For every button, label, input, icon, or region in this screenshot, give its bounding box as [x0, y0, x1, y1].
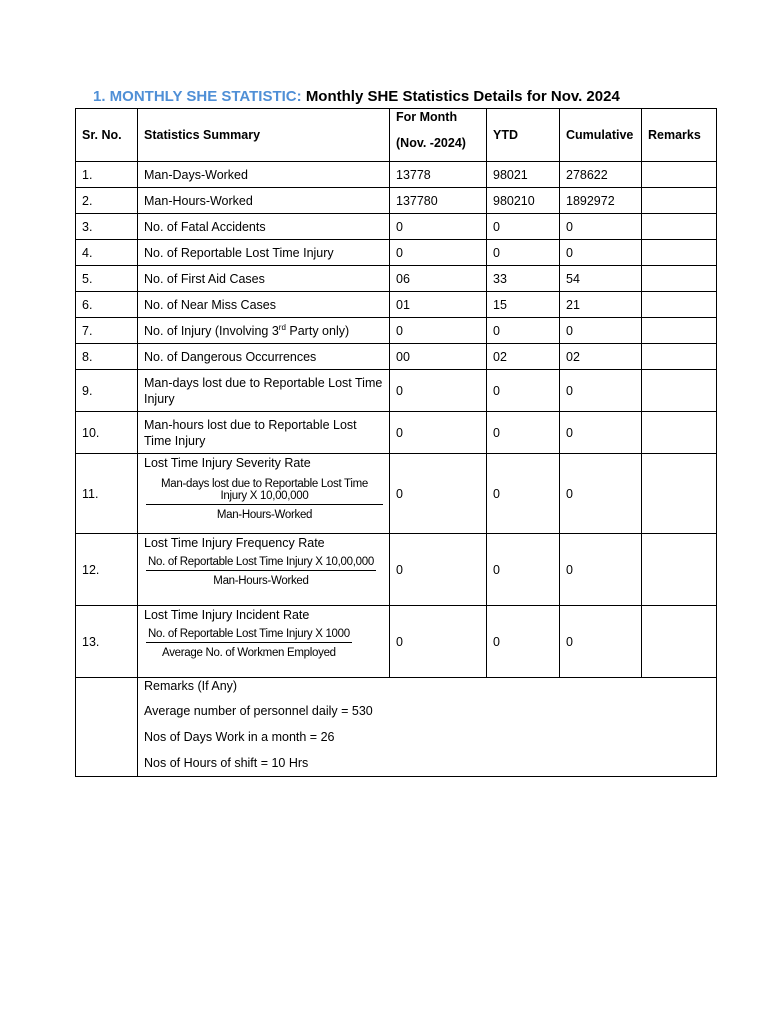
row-ytd-value: 0	[487, 240, 560, 266]
row-remarks-value	[642, 454, 717, 534]
row-remarks-value	[642, 370, 717, 412]
header-cumulative: Cumulative	[560, 109, 642, 162]
document-heading	[93, 88, 620, 105]
row-month-value: 0	[390, 240, 487, 266]
row-cumulative-value: 0	[560, 606, 642, 678]
row-remarks-value	[642, 318, 717, 344]
section-subtitle: Monthly SHE Statistics Details for Nov. 2024	[305, 88, 620, 105]
row-month-value: 0	[390, 214, 487, 240]
row-cumulative-value: 0	[560, 412, 642, 454]
table-row	[76, 214, 717, 240]
table-row	[76, 162, 717, 188]
formula-denominator: Man-Hours-Worked	[213, 575, 309, 587]
row-month-value: 01	[390, 292, 487, 318]
row-ytd-value: 980210	[487, 188, 560, 214]
row-sr: 1.	[76, 162, 138, 188]
row-label: No. of Dangerous Occurrences	[138, 344, 390, 370]
row-month-value: 0	[390, 412, 487, 454]
row-cumulative-value: 0	[560, 240, 642, 266]
row-cumulative-value: 21	[560, 292, 642, 318]
table-row	[76, 344, 717, 370]
remarks-sr-empty	[76, 678, 138, 777]
remarks-line: Average number of personnel daily = 530	[144, 704, 373, 718]
header-remarks: Remarks	[642, 109, 717, 162]
remarks-line: Nos of Days Work in a month = 26	[144, 730, 335, 744]
table-header-row	[76, 109, 717, 162]
row-remarks-value	[642, 344, 717, 370]
row-cumulative-value: 0	[560, 454, 642, 534]
remarks-line: Nos of Hours of shift = 10 Hrs	[144, 756, 309, 770]
row-cumulative-value: 0	[560, 534, 642, 606]
row-remarks-value	[642, 240, 717, 266]
row-label-with-formula	[138, 534, 390, 606]
table-row	[76, 606, 717, 678]
table-row	[76, 266, 717, 292]
row-sr: 5.	[76, 266, 138, 292]
header-month-line2: (Nov. -2024)	[396, 136, 466, 150]
row-ytd-value: 0	[487, 370, 560, 412]
row-label-with-formula	[138, 606, 390, 678]
row-cumulative-value: 1892972	[560, 188, 642, 214]
row-label: No. of Reportable Lost Time Injury	[138, 240, 390, 266]
row-remarks-value	[642, 214, 717, 240]
row-month-value: 13778	[390, 162, 487, 188]
row-sr: 6.	[76, 292, 138, 318]
row-sr: 12.	[76, 534, 138, 606]
header-ytd: YTD	[487, 109, 560, 162]
row-remarks-value	[642, 162, 717, 188]
row-label: Man-hours lost due to Reportable Lost Time Injury	[138, 412, 390, 454]
table-row	[76, 534, 717, 606]
row-label-pre: No. of Injury (Involving 3	[144, 324, 279, 339]
row-ytd-value: 0	[487, 606, 560, 678]
row-label: Lost Time Injury Incident Rate	[144, 608, 310, 622]
table-row	[76, 412, 717, 454]
row-sr: 11.	[76, 454, 138, 534]
row-month-value: 0	[390, 606, 487, 678]
row-remarks-value	[642, 534, 717, 606]
remarks-block	[138, 678, 717, 777]
row-ytd-value: 0	[487, 412, 560, 454]
row-sr: 9.	[76, 370, 138, 412]
row-label: No. of Fatal Accidents	[138, 214, 390, 240]
row-ytd-value: 33	[487, 266, 560, 292]
row-label-with-formula	[138, 454, 390, 534]
table-row	[76, 454, 717, 534]
section-number-title: 1. MONTHLY SHE STATISTIC:	[93, 88, 302, 105]
row-label: No. of Near Miss Cases	[138, 292, 390, 318]
row-sr: 4.	[76, 240, 138, 266]
header-statistics-summary: Statistics Summary	[138, 109, 390, 162]
table-row	[76, 370, 717, 412]
row-label	[138, 318, 390, 344]
formula-numerator: Man-days lost due to Reportable Lost Time Injury X 10,00,000	[146, 478, 383, 505]
row-label-sup: rd	[278, 322, 286, 332]
header-month-line1: For Month	[396, 110, 458, 124]
row-label: Lost Time Injury Severity Rate	[144, 456, 311, 470]
row-remarks-value	[642, 266, 717, 292]
table-row	[76, 292, 717, 318]
row-sr: 2.	[76, 188, 138, 214]
formula-numerator: No. of Reportable Lost Time Injury X 1000	[146, 628, 352, 643]
row-month-value: 137780	[390, 188, 487, 214]
row-month-value: 00	[390, 344, 487, 370]
row-remarks-value	[642, 188, 717, 214]
row-sr: 3.	[76, 214, 138, 240]
table-row	[76, 188, 717, 214]
formula-denominator: Man-Hours-Worked	[216, 509, 313, 521]
row-month-value: 0	[390, 534, 487, 606]
row-remarks-value	[642, 606, 717, 678]
remarks-row	[76, 678, 717, 777]
row-label: Man-Days-Worked	[138, 162, 390, 188]
row-ytd-value: 02	[487, 344, 560, 370]
row-sr: 8.	[76, 344, 138, 370]
row-label: No. of First Aid Cases	[138, 266, 390, 292]
table-row	[76, 318, 717, 344]
row-cumulative-value: 0	[560, 318, 642, 344]
row-remarks-value	[642, 292, 717, 318]
formula-fraction	[146, 478, 383, 521]
row-label: Lost Time Injury Frequency Rate	[144, 536, 325, 550]
row-ytd-value: 0	[487, 214, 560, 240]
formula-fraction	[146, 556, 376, 587]
header-sr-no: Sr. No.	[76, 109, 138, 162]
row-cumulative-value: 54	[560, 266, 642, 292]
table-row	[76, 240, 717, 266]
row-label: Man-Hours-Worked	[138, 188, 390, 214]
row-month-value: 0	[390, 454, 487, 534]
row-ytd-value: 0	[487, 534, 560, 606]
row-cumulative-value: 02	[560, 344, 642, 370]
row-ytd-value: 0	[487, 454, 560, 534]
row-label: Man-days lost due to Reportable Lost Time Injury	[138, 370, 390, 412]
row-ytd-value: 0	[487, 318, 560, 344]
row-remarks-value	[642, 412, 717, 454]
row-month-value: 0	[390, 318, 487, 344]
remarks-title: Remarks (If Any)	[144, 679, 238, 693]
row-ytd-value: 98021	[487, 162, 560, 188]
row-sr: 7.	[76, 318, 138, 344]
row-month-value: 06	[390, 266, 487, 292]
row-ytd-value: 15	[487, 292, 560, 318]
row-sr: 10.	[76, 412, 138, 454]
row-label-post: Party only)	[285, 324, 350, 339]
formula-fraction	[146, 628, 352, 659]
header-for-month	[390, 109, 487, 162]
row-cumulative-value: 0	[560, 370, 642, 412]
formula-denominator: Average No. of Workmen Employed	[162, 647, 336, 659]
she-statistics-table	[75, 108, 717, 777]
row-cumulative-value: 278622	[560, 162, 642, 188]
formula-numerator: No. of Reportable Lost Time Injury X 10,00,000	[146, 556, 376, 571]
row-sr: 13.	[76, 606, 138, 678]
row-month-value: 0	[390, 370, 487, 412]
row-cumulative-value: 0	[560, 214, 642, 240]
